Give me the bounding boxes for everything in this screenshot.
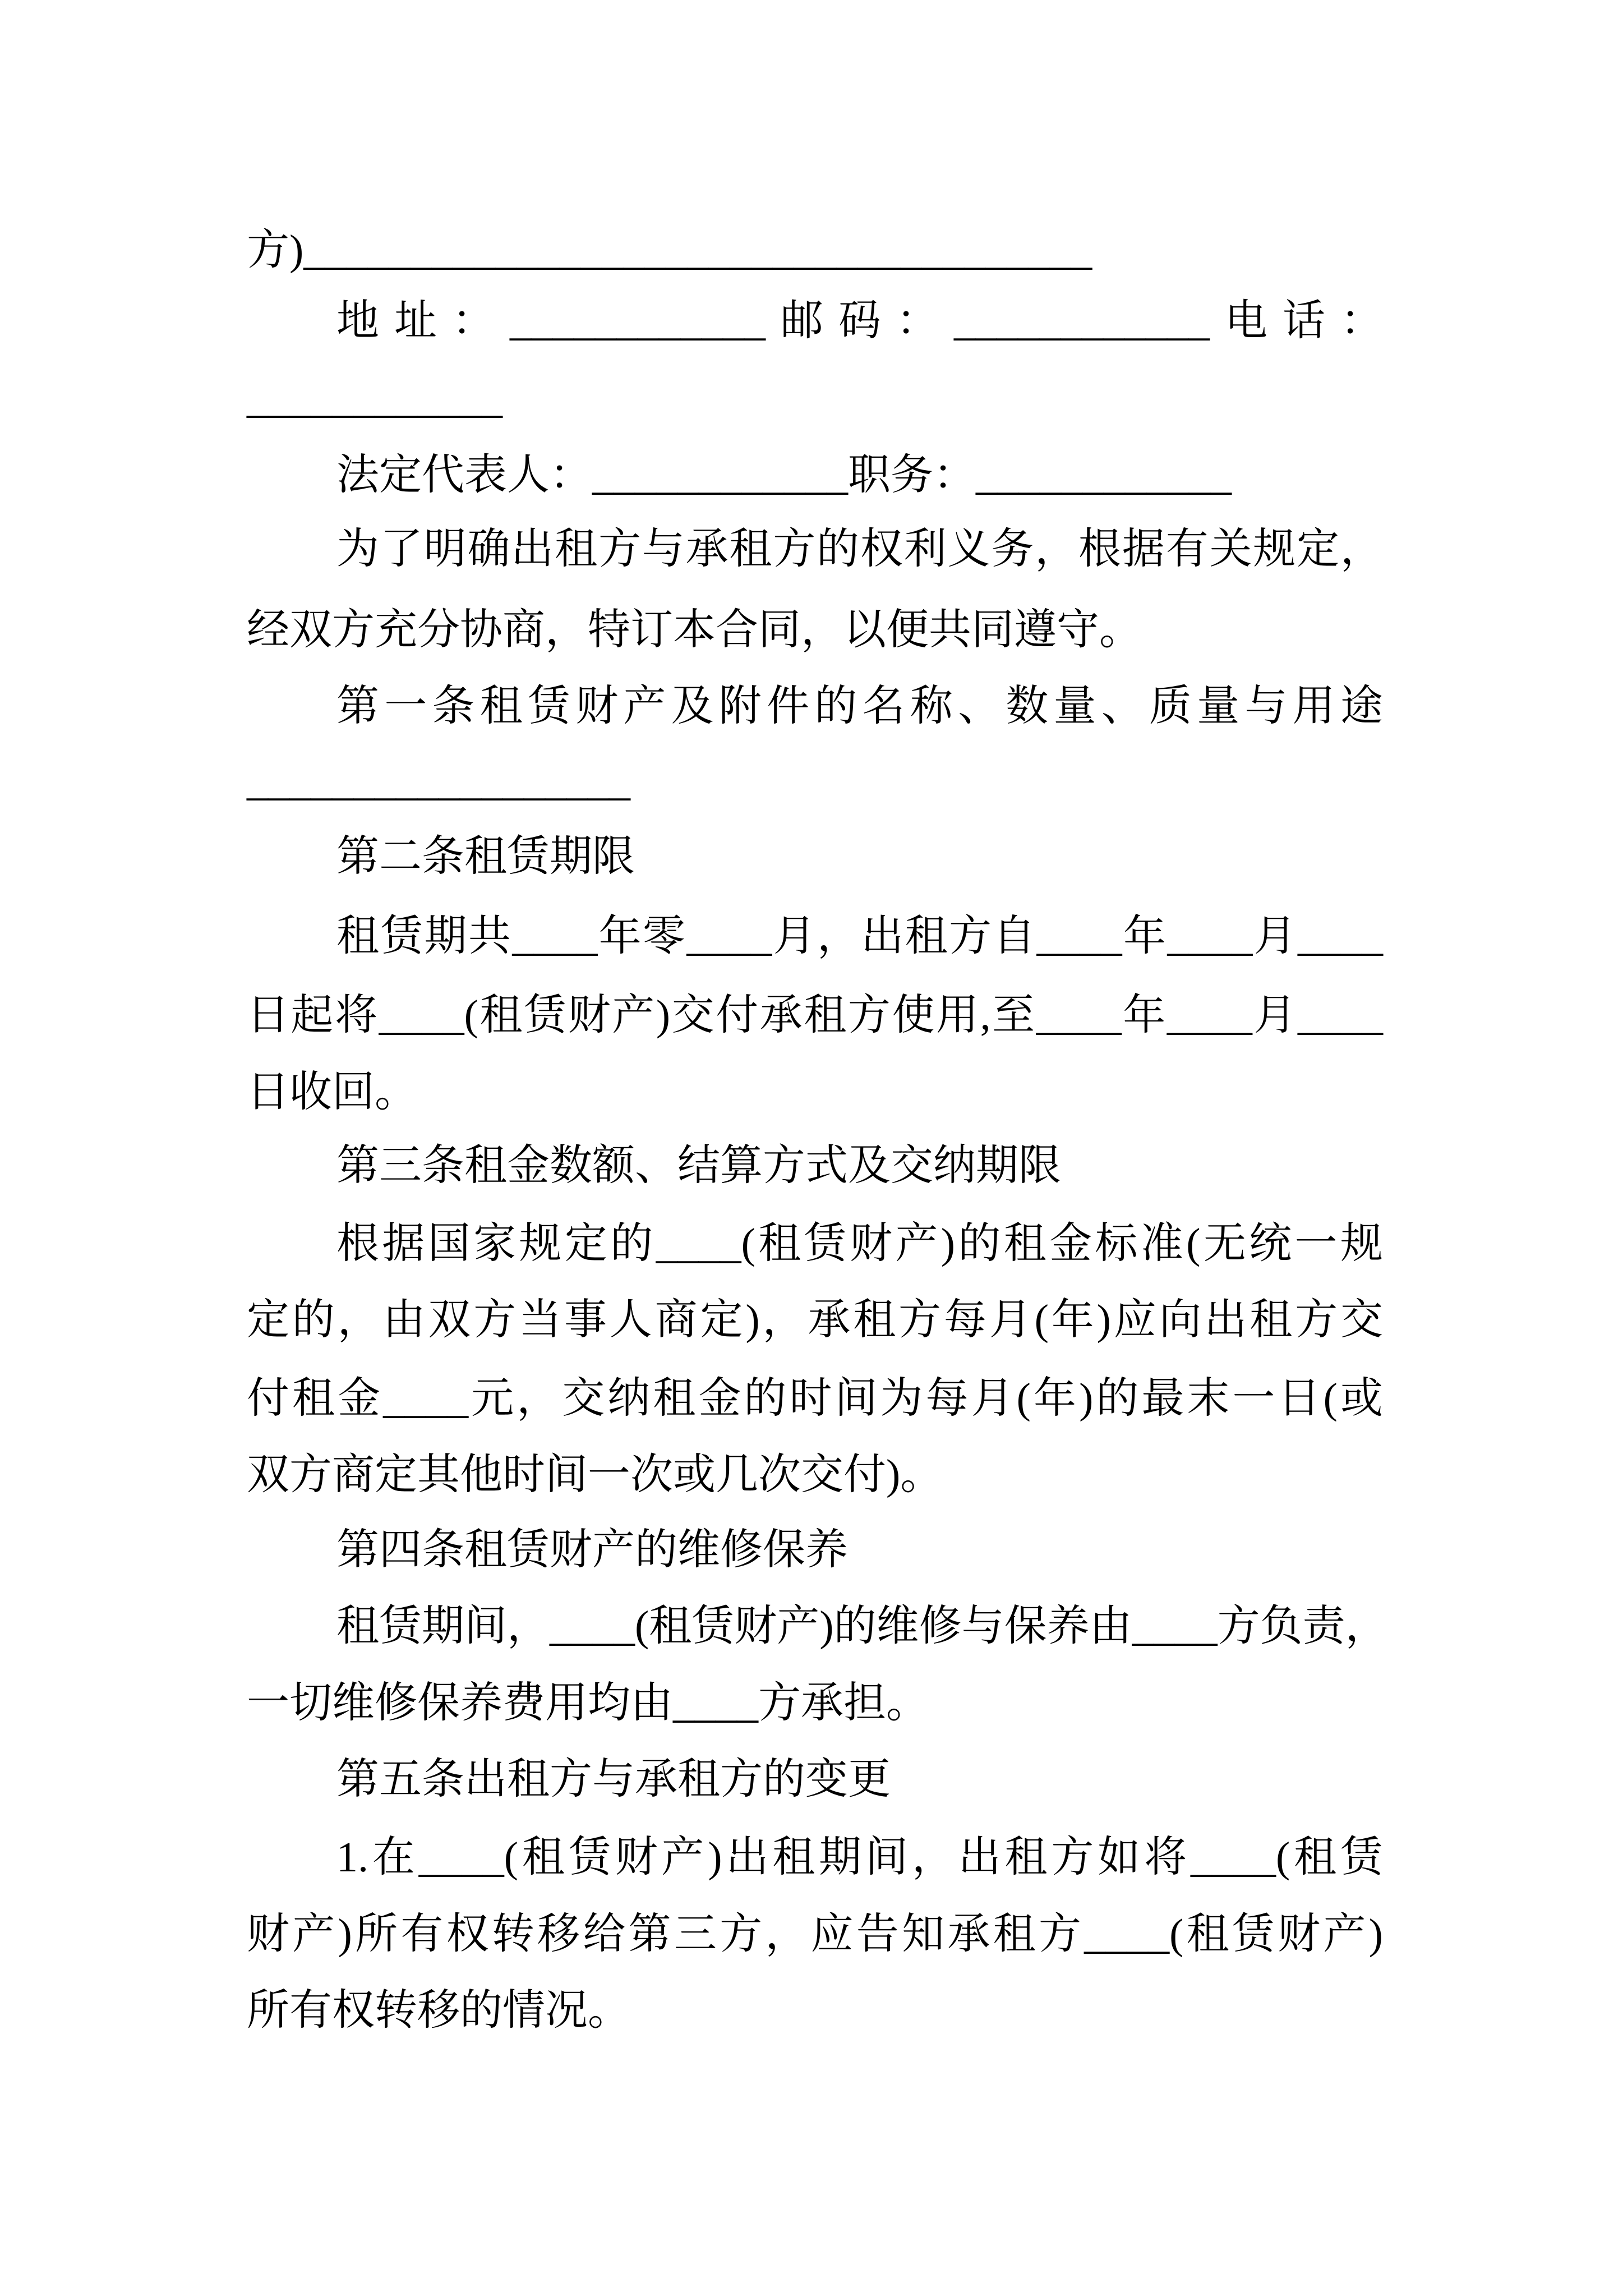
article-body-line: 付租金____元，交纳租金的时间为每月(年)的最末一日(或 (247, 1375, 1383, 1422)
article-body-line: 财产)所有权转移给第三方，应告知承租方____(租赁财产) (247, 1911, 1383, 1958)
article-body-line: 双方商定其他时间一次或几次交付)。 (247, 1451, 943, 1498)
article-heading: 第一条租赁财产及附件的名称、数量、质量与用途 (336, 683, 1383, 730)
article-heading: 第五条出租方与承租方的变更 (336, 1756, 891, 1803)
party-name-tail-line: 方)_____________________________________ (247, 227, 1092, 274)
article-heading: 第三条租金数额、结算方式及交纳期限 (336, 1142, 1061, 1189)
article-body-line: 一切维修保养费用均由____方承担。 (247, 1680, 929, 1727)
article-heading: 第二条租赁期限 (336, 833, 635, 880)
article-body-line: 租赁期间，____(租赁财产)的维修与保养由____方负责， (336, 1603, 1388, 1650)
article-body-line: 根据国家规定的____(租赁财产)的租金标准(无统一规 (336, 1220, 1383, 1267)
article-body-line: 定的，由双方当事人商定)，承租方每月(年)应向出租方交 (247, 1296, 1383, 1343)
article-body-line: 日起将____(租赁财产)交付承租方使用,至____年____月____ (247, 992, 1383, 1039)
legal-representative-line: 法定代表人：____________职务：____________ (336, 452, 1232, 499)
article-body-line: 所有权转移的情况。 (247, 1987, 630, 2034)
article-heading: 第四条租赁财产的维修保养 (336, 1526, 848, 1573)
article-blank-line: __________________ (247, 757, 630, 804)
contact-info-line: 地址：____________邮码：____________电话： (336, 297, 1383, 344)
article-body-line: 日收回。 (247, 1069, 417, 1116)
preamble-line: 经双方充分协商，特订本合同，以便共同遵守。 (247, 606, 1142, 654)
article-body-line: 1.在____(租赁财产)出租期间，出租方如将____(租赁 (336, 1834, 1383, 1881)
preamble-line: 为了明确出租方与承租方的权利义务，根据有关规定， (336, 526, 1383, 573)
contact-phone-blank-line: ____________ (247, 375, 502, 422)
article-body-line: 租赁期共____年零____月，出租方自____年____月____ (336, 913, 1383, 960)
